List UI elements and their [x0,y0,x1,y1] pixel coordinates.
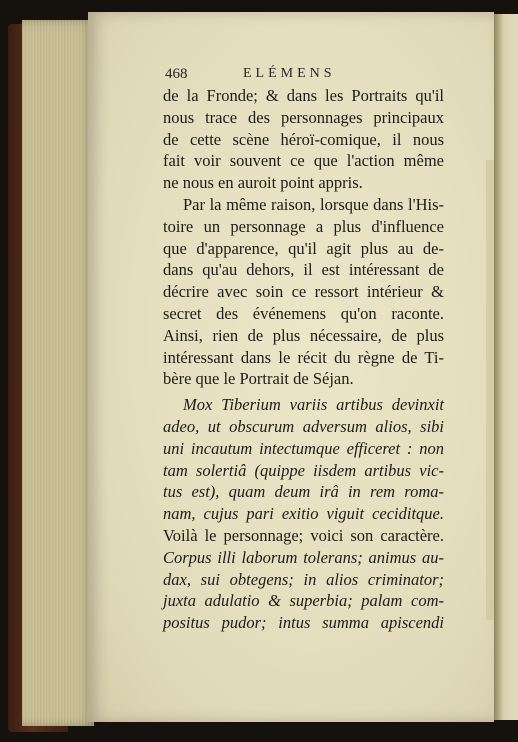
text-line: fait voir souvent ce que l'action même [163,151,444,171]
page-number: 468 [165,66,188,82]
latin-quote-line: Mox Tiberium variis artibus devinxit [183,395,444,415]
text-line: Par la même raison, lorsque dans l'His- [183,194,444,214]
text-line: toire un personnage a plus d'influence [163,216,444,236]
page-text [163,85,444,634]
text-line: nous trace des personnages principaux [163,107,444,127]
text-line: que d'apparence, qu'il agit plus au de- [163,238,444,258]
text-line: de cette scène héroï-comique, il nous [163,129,444,149]
text-line: Ainsi, rien de plus nécessaire, de plus [163,325,444,345]
text-line: ne nous en auroit point appris. [163,173,363,193]
latin-quote-line: nam, cujus pari exitio viguit ceciditque. [163,504,444,524]
text-line: décrire avec soin ce ressort intérieur & [163,282,444,302]
latin-quote-line: adeo, ut obscurum adversum alios, sibi [163,416,444,436]
running-head: ELÉMENS [243,66,336,81]
latin-quote-line: tam solertiâ (quippe iisdem artibus vic- [163,460,444,480]
text-line: intéressant dans le récit du règne de Ti- [163,347,444,367]
latin-quote-line: dax, sui obtegens; in alios criminator; [163,569,444,589]
latin-quote-line: Corpus illi laborum tolerans; animus au- [163,547,444,567]
book-gutter [494,14,518,720]
latin-quote-line: positus pudor; intus summa apiscendi [163,613,444,633]
latin-quote-line: uni incautum intectumque efficeret : non [163,438,444,458]
page-stack-edge [22,20,94,726]
text-line: secret des événemens qu'on raconte. [163,303,444,323]
latin-quote-line: tus est), quam deum irâ in rem roma- [163,482,444,502]
text-line: bère que le Portrait de Séjan. [163,369,354,389]
text-line: dans qu'au dehors, il est intéressant de [163,260,444,280]
text-line: de la Fronde; & dans les Portraits qu'il [163,86,444,105]
text-line: Voilà le personnage; voici son caractère. [163,525,444,545]
latin-quote-line: juxta adulatio & superbia; palam com- [163,591,444,611]
